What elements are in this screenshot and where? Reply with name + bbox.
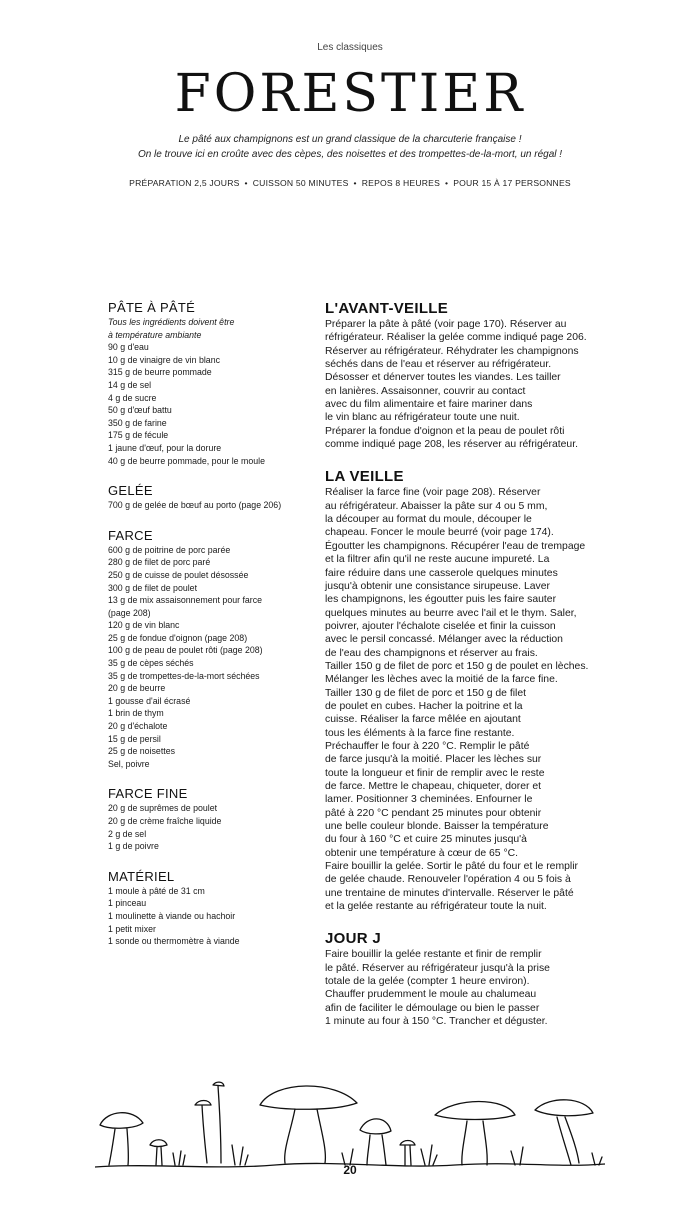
ingredient-list bbox=[108, 544, 313, 771]
step-line: obtenir une température à cœur de 65 °C. bbox=[325, 847, 519, 859]
ingredient-item: 1 moulinette à viande ou hachoir bbox=[108, 910, 236, 921]
ingredient-item: 600 g de poitrine de porc parée bbox=[108, 544, 231, 555]
step-line: Égoutter les champignons. Récupérer l'eau de trempage bbox=[325, 540, 586, 552]
ingredient-item: 35 g de trompettes-de-la-mort séchées bbox=[108, 670, 260, 681]
ingredient-item: 90 g d'eau bbox=[108, 342, 149, 353]
section-label: Les classiques bbox=[317, 42, 383, 53]
step-line: la découper au format du moule, découper le bbox=[325, 514, 532, 526]
meta-separator: • bbox=[445, 178, 449, 188]
ingredient-item: 10 g de vinaigre de vin blanc bbox=[108, 354, 220, 365]
ingredient-item: 1 petit mixer bbox=[108, 923, 156, 934]
step-line: réfrigérateur. Réaliser la gelée comme indiqué page 206. bbox=[325, 332, 587, 344]
step-text bbox=[325, 318, 605, 451]
ingredient-item: 1 jaune d'œuf, pour la dorure bbox=[108, 442, 222, 453]
ingredient-item: 250 g de cuisse de poulet désossée bbox=[108, 569, 249, 580]
ingredient-heading: GELÉE bbox=[108, 483, 153, 499]
step-line: comme indiqué page 208, les réserver au réfrigérateur. bbox=[325, 439, 578, 451]
grass bbox=[173, 1145, 602, 1165]
step-line: de poulet en cubes. Hacher la poitrine et la bbox=[325, 700, 523, 712]
step-line: poivrer, ajouter l'échalote ciselée et finir la cuisson bbox=[325, 620, 556, 632]
step-line: Désosser et dénerver toutes les viandes. Les tailler bbox=[325, 372, 561, 384]
ingredient-item: 50 g d'œuf battu bbox=[108, 405, 172, 416]
step-line: chapeau. Foncer le moule beurré (voir page 174). bbox=[325, 527, 554, 539]
mushroom-8 bbox=[435, 1102, 515, 1166]
step-line: Réaliser la farce fine (voir page 208). Réserver bbox=[325, 487, 541, 499]
mushroom-1 bbox=[100, 1113, 143, 1165]
ingredient-item: 35 g de cèpes séchés bbox=[108, 658, 194, 669]
ingredient-heading: FARCE FINE bbox=[108, 786, 188, 802]
step-line: toute la longueur et finir de remplir avec le reste bbox=[325, 767, 545, 779]
ingredient-item: 20 g de suprêmes de poulet bbox=[108, 803, 218, 814]
step-line: Mélanger les lèches avec la moitié de la farce fine. bbox=[325, 674, 558, 686]
ingredient-item: 25 g de noisettes bbox=[108, 746, 176, 757]
step-line: et la filtrer afin qu'il ne reste aucune impureté. La bbox=[325, 554, 550, 566]
step-heading: LA VEILLE bbox=[325, 468, 404, 486]
step-line: de farce jusqu'à la moitié. Placer les lèches sur bbox=[325, 754, 542, 766]
page-title: FORESTIER bbox=[174, 64, 526, 124]
step-line: afin de faciliter le démoulage ou bien le passer bbox=[325, 1002, 540, 1014]
step-line: totale de la gelée (compter 1 heure environ). bbox=[325, 976, 530, 988]
step-line: tous les éléments à la farce fine restante. bbox=[325, 727, 515, 739]
prep-time: PRÉPARATION 2,5 JOURS bbox=[129, 178, 240, 188]
ingredient-list bbox=[108, 341, 313, 467]
ingredient-item: 4 g de sucre bbox=[108, 392, 157, 403]
step-line: Réserver au réfrigérateur. Réhydrater les champignons bbox=[325, 345, 579, 357]
step-heading: L'AVANT-VEILLE bbox=[325, 300, 449, 317]
step-line: une belle couleur blonde. Baisser la température bbox=[325, 821, 549, 833]
ingredient-item: 700 g de gelée de bœuf au porto (page 206) bbox=[108, 500, 282, 511]
meta-separator: • bbox=[353, 178, 357, 188]
ingredient-item: 25 g de fondue d'oignon (page 208) bbox=[108, 632, 248, 643]
ingredient-group bbox=[108, 300, 313, 467]
mushroom-5 bbox=[260, 1086, 357, 1163]
ingredient-item: 2 g de sel bbox=[108, 828, 147, 839]
step-line: avec le persil concassé. Mélanger avec la réduction bbox=[325, 634, 563, 646]
step-group bbox=[325, 468, 605, 913]
mushroom-4 bbox=[213, 1082, 224, 1163]
step-group bbox=[325, 930, 605, 1028]
ingredient-group bbox=[108, 869, 313, 948]
step-line: au réfrigérateur. Abaisser la pâte sur 4 ou 5 mm, bbox=[325, 500, 548, 512]
step-line: et la gelée restante au réfrigérateur toute la nuit. bbox=[325, 901, 547, 913]
step-text bbox=[325, 948, 605, 1028]
step-line: cuisse. Réaliser la farce mêlée en ajoutant bbox=[325, 714, 521, 726]
ingredient-item: 1 pinceau bbox=[108, 898, 147, 909]
ingredient-item: 20 g d'échalote bbox=[108, 721, 168, 732]
ingredient-group bbox=[108, 483, 313, 512]
ingredient-item: 1 sonde ou thermomètre à viande bbox=[108, 936, 240, 947]
step-line: avec du film alimentaire et faire mariner dans bbox=[325, 399, 533, 411]
ingredient-item: 350 g de farine bbox=[108, 417, 167, 428]
step-line: le vin blanc au réfrigérateur toute une nuit. bbox=[325, 412, 520, 424]
ingredient-item: 315 g de beurre pommade bbox=[108, 367, 212, 378]
ingredient-list bbox=[108, 885, 313, 948]
ingredient-item: 1 brin de thym bbox=[108, 708, 164, 719]
step-line: Préchauffer le four à 220 °C. Remplir le pâté bbox=[325, 740, 530, 752]
ingredient-item: 1 gousse d'ail écrasé bbox=[108, 695, 191, 706]
servings: POUR 15 À 17 PERSONNES bbox=[453, 178, 571, 188]
ingredient-item: 14 g de sel bbox=[108, 379, 152, 390]
step-line: de farce. Mettre le chapeau, chiqueter, dorer et bbox=[325, 781, 542, 792]
mushroom-7 bbox=[400, 1141, 415, 1166]
ingredient-list bbox=[108, 802, 313, 852]
ingredient-item: 175 g de fécule bbox=[108, 430, 169, 441]
step-line: lamer. Positionner 3 cheminées. Enfourner le bbox=[325, 794, 533, 806]
step-line: Préparer la fondue d'oignon et la peau de poulet rôti bbox=[325, 425, 565, 437]
step-line: Chauffer prudemment le moule au chalumeau bbox=[325, 989, 537, 1001]
step-line: séchés dans de l'eau et réserver au réfrigérateur. bbox=[325, 359, 552, 371]
ingredient-item: 20 g de beurre bbox=[108, 683, 166, 694]
ingredient-item: 15 g de persil bbox=[108, 733, 161, 744]
mushroom-3 bbox=[195, 1101, 211, 1164]
ingredient-item: 40 g de beurre pommade, pour le moule bbox=[108, 455, 265, 466]
step-line: 1 minute au four à 150 °C. Trancher et déguster. bbox=[325, 1016, 548, 1028]
intro-line: Le pâté aux champignons est un grand classique de la charcuterie française ! bbox=[178, 134, 522, 145]
rest-time: REPOS 8 HEURES bbox=[361, 178, 441, 188]
step-line: Faire bouillir la gelée. Sortir le pâté du four et le remplir bbox=[325, 861, 578, 873]
step-line: le pâté. Réserver au réfrigérateur jusqu'à la prise bbox=[325, 962, 550, 974]
ingredient-item: 20 g de crème fraîche liquide bbox=[108, 816, 222, 826]
ingredient-item: 280 g de filet de porc paré bbox=[108, 557, 211, 568]
mushroom-2 bbox=[150, 1140, 167, 1165]
ingredient-note: à température ambiante bbox=[108, 329, 202, 340]
ingredient-item: Sel, poivre bbox=[108, 758, 150, 769]
mushroom-6 bbox=[360, 1119, 391, 1165]
ingredient-group bbox=[108, 786, 313, 852]
step-line: de gelée chaude. Renouveler l'opération 4 ou 5 fois à bbox=[325, 874, 571, 886]
ingredients-column bbox=[108, 300, 313, 964]
page-number: 20 bbox=[343, 1163, 357, 1177]
step-group bbox=[325, 300, 605, 451]
step-line: faire réduire dans une casserole quelques minutes bbox=[325, 567, 558, 579]
step-line: Tailler 150 g de filet de porc et 150 g de poulet en lèches. bbox=[325, 660, 589, 672]
ingredient-item: (page 208) bbox=[108, 607, 151, 618]
recipe-meta bbox=[0, 178, 700, 188]
step-line: Faire bouillir la gelée restante et finir de remplir bbox=[325, 949, 542, 961]
step-line: quelques minutes au beurre avec l'ail et le thym. Saler, bbox=[325, 607, 577, 619]
cook-time: CUISSON 50 MINUTES bbox=[252, 178, 349, 188]
ingredient-note: Tous les ingrédients doivent être bbox=[108, 317, 235, 327]
step-heading: JOUR J bbox=[325, 930, 381, 948]
meta-separator: • bbox=[244, 178, 248, 188]
step-text bbox=[325, 486, 605, 913]
ingredient-item: 300 g de filet de poulet bbox=[108, 582, 198, 593]
ingredient-heading: PÂTE À PÂTÉ bbox=[108, 300, 196, 315]
ingredient-heading: MATÉRIEL bbox=[108, 868, 175, 884]
ingredient-item: 1 moule à pâté de 31 cm bbox=[108, 885, 205, 896]
step-line: Tailler 130 g de filet de porc et 150 g de filet bbox=[325, 687, 527, 699]
ingredient-list bbox=[108, 499, 313, 512]
ingredient-item: 120 g de vin blanc bbox=[108, 620, 180, 631]
ingredient-group bbox=[108, 528, 313, 771]
intro-line: On le trouve ici en croûte avec des cèpes, des noisettes et des trompettes-de-la-mort, un régal ! bbox=[137, 149, 563, 160]
step-line: en lanières. Assaisonner, couvrir au contact bbox=[325, 385, 526, 397]
step-line: une trentaine de minutes d'intervalle. Réserver le pâté bbox=[325, 887, 574, 899]
ingredient-item: 1 g de poivre bbox=[108, 841, 159, 852]
ingredient-item: 13 g de mix assaisonnement pour farce bbox=[108, 595, 263, 606]
step-line: Préparer la pâte à pâté (voir page 170). Réserver au bbox=[325, 319, 567, 330]
step-line: les champignons, les égoutter puis les faire sauter bbox=[325, 594, 557, 606]
mushroom-illustration bbox=[95, 1075, 605, 1175]
step-line: jusqu'à obtenir une consistance sirupeuse. Laver bbox=[325, 580, 550, 592]
ingredient-item: 100 g de peau de poulet rôti (page 208) bbox=[108, 645, 263, 656]
ingredient-heading: FARCE bbox=[108, 527, 153, 543]
step-line: du four à 160 °C et cuire 25 minutes jusqu'à bbox=[325, 834, 527, 846]
mushroom-9 bbox=[535, 1100, 593, 1165]
steps-column bbox=[325, 300, 605, 1046]
intro-text bbox=[90, 132, 610, 162]
step-line: de l'eau des champignons et réserver au frais. bbox=[325, 647, 538, 659]
step-line: pâté à 220 °C pendant 25 minutes pour obtenir bbox=[325, 807, 542, 819]
